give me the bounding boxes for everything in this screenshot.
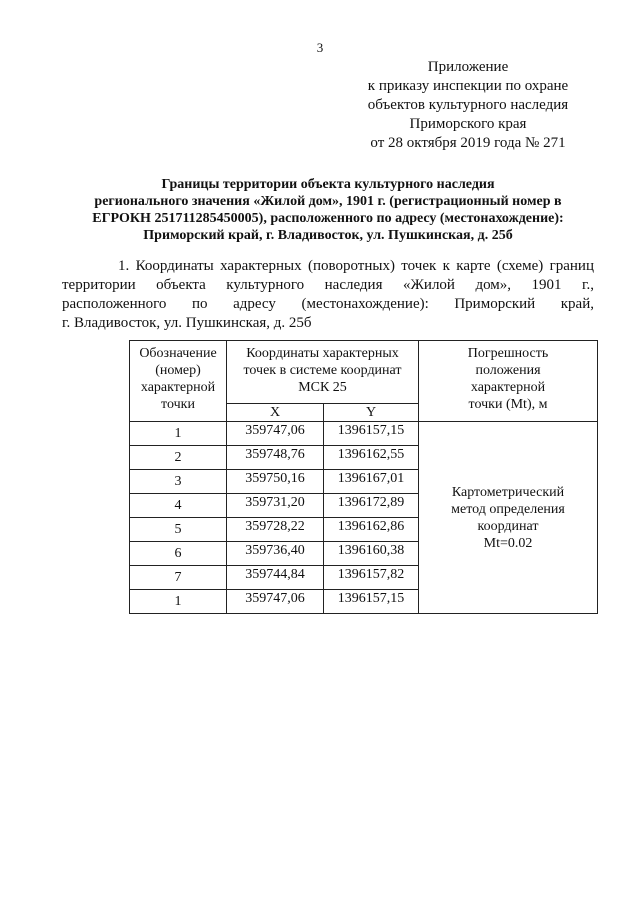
point-number: 5 [130,518,227,542]
header-y: Y [324,404,419,422]
method-line: координат [477,518,539,534]
coord-x: 359728,22 [227,518,324,542]
point-number: 7 [130,566,227,590]
intro-line: г. Владивосток, ул. Пушкинская, д. 25б [62,315,312,331]
coord-x: 359736,40 [227,542,324,566]
coord-y: 1396172,89 [324,494,419,518]
header-text: характерной [140,380,216,395]
method-line: Mt=0.02 [483,535,533,551]
coord-y: 1396162,86 [324,518,419,542]
method-line: метод определения [451,501,565,517]
header-text: характерной [470,380,546,395]
title-line: регионального значения «Жилой дом», 1901 г. (регистрационный номер в [94,194,562,209]
header-text: точки (Mt), м [468,397,548,412]
header-text: точки [161,397,195,412]
header-text: Координаты характерных [246,346,399,361]
point-number: 6 [130,542,227,566]
header-x: X [227,404,324,422]
coord-x: 359750,16 [227,470,324,494]
appendix-line: от 28 октября 2019 года № 271 [370,135,566,151]
coord-x: 359747,06 [227,422,324,446]
point-number: 1 [130,422,227,446]
coord-x: 359748,76 [227,446,324,470]
header-error [419,341,598,422]
coord-x: 359731,20 [227,494,324,518]
coord-y: 1396157,15 [324,422,419,446]
point-number: 4 [130,494,227,518]
title-line: ЕГРОКН 251711285450005), расположенного по адресу (местонахождение): [92,211,564,226]
method-line: Картометрический [451,484,565,500]
intro-line: территории объекта культурного наследия «Жилой дом», 1901 г., [62,277,594,293]
appendix-block [352,58,584,153]
point-number: 2 [130,446,227,470]
coord-y: 1396157,82 [324,566,419,590]
title-line: Приморский край, г. Владивосток, ул. Пушкинская, д. 25б [143,228,513,243]
header-text: Погрешность [467,346,549,361]
intro-line: 1. Координаты характерных (поворотных) точек к карте (схеме) границ [118,258,594,274]
appendix-line: к приказу инспекции по охране [367,78,569,94]
intro-paragraph [62,257,594,333]
appendix-line: Приморского края [409,116,527,132]
coord-x: 359744,84 [227,566,324,590]
table-header-row [130,341,598,404]
coordinates-table [129,340,598,614]
point-number: 3 [130,470,227,494]
appendix-line: Приложение [427,59,509,75]
header-text: МСК 25 [298,380,347,395]
coord-y: 1396160,38 [324,542,419,566]
header-coordinates [227,341,419,404]
title-line: Границы территории объекта культурного наследия [161,177,495,192]
page-number: 3 [316,40,324,55]
intro-line: расположенного по адресу (местонахождение): Приморский край, [62,296,594,312]
document-title [70,176,586,244]
header-text: точек в системе координат [243,363,402,378]
header-text: (номер) [155,363,201,378]
point-number: 1 [130,590,227,614]
header-text: Обозначение [139,346,217,361]
coord-y: 1396162,55 [324,446,419,470]
header-designation [130,341,227,422]
header-text: положения [475,363,541,378]
table-row [130,422,598,446]
coord-y: 1396167,01 [324,470,419,494]
method-cell [419,422,598,614]
coord-y: 1396157,15 [324,590,419,614]
appendix-line: объектов культурного наследия [367,97,569,113]
coord-x: 359747,06 [227,590,324,614]
